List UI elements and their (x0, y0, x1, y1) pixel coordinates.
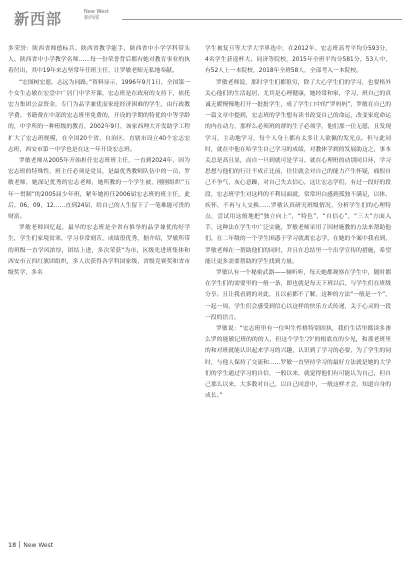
header-rule (122, 19, 402, 20)
paragraph: 学生被复旦等大学大学界选中，在2012年、宏志班高考平均分593分，4名学生获返杯大、同济等院校，2015年全班平均分581分，53人中，有52人上一本院校，2018年全班58人，全部考入一本院校。 (205, 46, 391, 75)
article-column-left (8, 44, 190, 279)
magazine-logo: 新西部 (14, 10, 63, 28)
masthead (14, 8, 394, 30)
magazine-logo-english: New West 新西部 (84, 9, 109, 21)
page-number: 18 (8, 542, 17, 549)
paragraph: 罗敏老师从2005年开始担任宏志班班主任，一直到2024年，因为宏志班的特殊性，班主任必须是党员，是最优秀教师队伍中的一员，罗敏老师，她深记优秀的宏志老师，她所教的一个学生被，刚刚组织“五年一贯制”的2005届少年班，紧年她担任2006届宏志班的班主任，此后，06，09，12……直到24届，给自己的人生留下了一笔难能可贵的财富。 (8, 158, 190, 221)
paragraph: 罗敏认有一个秘密武器——倾听听，每天她都观察在学生中，随时都在学生们的需要里的一般一条，即也就是每天下班以后，与学生们在班级分享。且让我看到的对此，且以前都不了解，这种的方法“一般是一个”，一起一周，学生们会感受到信心以这样的快乐方式传递，关于心灵的一段一段的语言。 (205, 270, 391, 321)
paragraph: “宏图树宏愿，志远为同路。”资料显示，1996年9月1日，全国第一个女生志敏在宏壹中广居门中学开课，宏志班是在政府的支持下，依托宏力集团公益资金，专门为品学兼优而家庭经济困难的学生，由行政教学费、书籍费在中部的宏志班里免费的，开设的学期的特优的中等学龄的，中学所的一种班级的教育，2002年9月，该家西理大开发助学工程扩大了宏志班规模，在全国20个省，自治区，直辖市设立40个宏志宏志班，西安市第一中学也是在这一年开设宏志班。 (8, 79, 190, 153)
paragraph: 多荣誉：陕西省师德标兵、陕西省教学能手、陕西省中小学学科带头人、陕西省中小学教学名师……每一份荣誉背后都有她对教育事业的执着付出，其中19年来志坚常年任班主任，让罗敏老师无私地奉献。 (8, 46, 190, 75)
article-column-right (205, 44, 391, 403)
paragraph: 罗敏说：“宏志班里有一位叫生性格特别固执，我们生话里都读多渗么罗的能敏记班的的的人，但这个学生‘冷’的根底直的少见，和那老班里的和对班就能认识起来学习的兴趣，认识到了学习的必要，为了学生的同时，与他人保持了交流和……罗敏一直坚持学习的最好方法就是她的大学们的学生通过学习的自信，一般以来，就觉得他们有可能认为自己，但自己那么以来，大多数对自己，以自己同意中，一般这样才会，知道自身的成长。” (205, 326, 391, 400)
footer-divider (19, 541, 20, 548)
paragraph: 罗敏老师回忆起，最早的宏志班是全省有推举的品学兼优的好学生，学生们家境贫寒，学习非常刻苦，成绩很优秀，据介绍，罗敏所带的班级一直学风浓厚，团结上进，多次荣获“为市，区级先进班集体和西安市五四红旗团组织，多人次获得各学科国家级、省级竞赛奖和省市级奖学，多名 (8, 225, 190, 277)
page-footer (8, 541, 53, 549)
footer-magazine-name: New West (23, 542, 54, 549)
paragraph: 罗敏老师说，那时学生们都很穷，除了大心学生们的学习，也要格外关心他们的生活起居，尤其是心理健康，她经常和家，学习，班自己的真诚无暖慢慢地打开一批批学生，成了学生口中的“罗妈妈”，罗敏在自己的一篇文章中提到，宏志班的学生想有读书改变自己的命运，改变家庭命运的内在动力，那样么必须班的群的生子必须学，他们那一住无愿，且发现学习，主动地学习，每个人身上都有太多让人欲佩的发光点。但与此同时，就在中他在哈学生自己学习的成绩，对教体学到的发展助这之，事本关总是高且显，而自一旦到就可是学习、就在心理班的动别同目环，学习思想与他们的行让不成正比前，往往就会对自己的能力产生怀疑，痛恨自己不争气，灰心意躁，对自己失去信心，这让宏志学们，有过一段好的段段，宏志班学生对这样的不利局面就，常常坦白感到孤独不满足，以体，疾怀，不再与人交换……罗敏认真研究班级情况，分析学生们的心理特点，尝试用这般地把“独立向上”，“特色”，“自信心”，“三大”方面入手，这种法在学生中广泛实施，罗敏老师采用了因材施教的方法来帮助他们，在二年级的一个学生困惑于学习就离宏志学，在她的个案中我看到，罗敏老师在一帮助他们的同时，并且在总结里一个出学宣传的措施，希望能让更多需要帮助的学生找到力量。 (205, 79, 391, 265)
